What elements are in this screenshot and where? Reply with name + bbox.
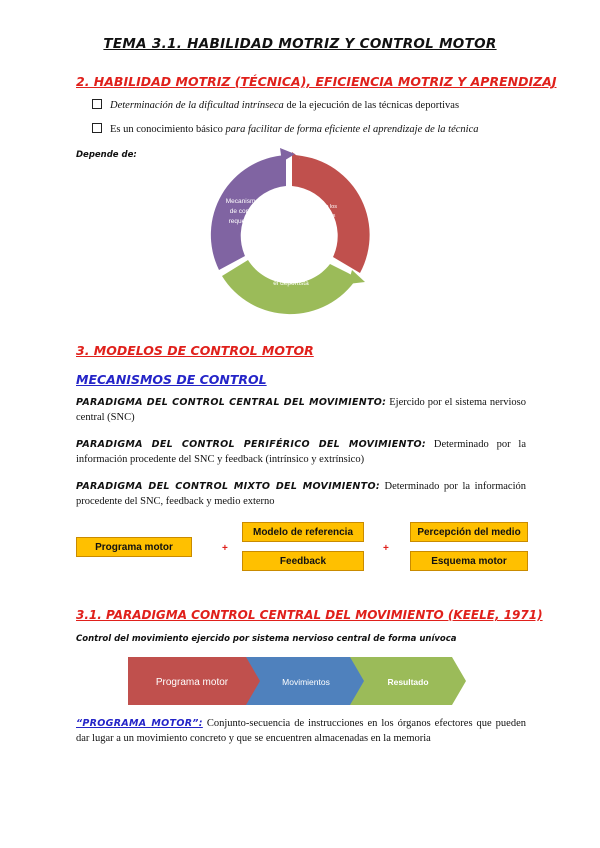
paradigm-mixed-text: Determinado por la información procedente del SNC, feedback y medio externo xyxy=(76,481,526,507)
modelo-referencia-box: Modelo de referencia xyxy=(242,522,364,542)
paradigm-central-text: Ejercido por el sistema nervioso central (SNC) xyxy=(76,397,526,423)
percepcion-medio-box: Percepción del medio xyxy=(410,522,528,542)
checkbox-icon xyxy=(92,99,102,109)
plus-sign: + xyxy=(383,543,389,554)
section-2-heading: 2. HABILIDAD MOTRIZ (TÉCNICA), EFICIENCIA MOTRIZ Y APRENDIZAJ xyxy=(76,74,557,89)
cycle-left-line3: requeridos xyxy=(228,218,260,225)
paradigm-central-label: PARADIGMA DEL CONTROL CENTRAL DEL MOVIMIENTO: xyxy=(76,397,387,408)
checkbox-icon xyxy=(92,123,102,133)
definition-term: “PROGRAMA MOTOR”: xyxy=(76,718,203,729)
page-title: TEMA 3.1. HABILIDAD MOTRIZ Y CONTROL MOTOR xyxy=(103,36,497,52)
process-arrow-1-label: Programa motor xyxy=(155,677,229,688)
cycle-bottom-line1: Recursos de xyxy=(272,269,310,276)
paradigm-peripheral-text: Determinado por la información procedente del SNC y feedback (intrínsico y extrínsico) xyxy=(76,439,526,465)
bullet-1-text: de la ejecución de las técnicas deportivas xyxy=(283,100,460,111)
cycle-right-line2: movimientos xyxy=(304,213,336,219)
section-3-1-subtitle: Control del movimiento ejercido por sistema nervioso central de forma unívoca xyxy=(76,634,457,644)
section-3-1-heading: 3.1. PARADIGMA CONTROL CENTRAL DEL MOVIMIENTO (KEELE, 1971) xyxy=(76,608,543,622)
cycle-diagram xyxy=(200,148,380,318)
cycle-bottom-line2: el deportista xyxy=(273,280,309,287)
paradigm-peripheral-label: PARADIGMA DEL CONTROL PERIFÉRICO DEL MOVIMIENTO: xyxy=(76,439,427,450)
bullet-1-italic: Determinación de la dificultad intrínseca xyxy=(110,100,284,111)
bullet-item-1 xyxy=(92,99,459,111)
feedback-box: Feedback xyxy=(242,551,364,571)
process-arrows xyxy=(128,655,470,707)
process-arrow-2-label: Movimientos xyxy=(282,677,330,687)
cycle-left-line2: de control xyxy=(229,208,259,215)
process-arrow-3-label: Resultado xyxy=(387,677,429,687)
bullet-2-italic: para facilitar de forma eficiente el aprendizaje de la técnica xyxy=(225,124,479,135)
paradigm-peripheral xyxy=(76,437,526,467)
programa-motor-definition xyxy=(76,716,526,746)
definition-text: Conjunto-secuencia de instrucciones en los órganos efectores que pueden dar lugar a un movimiento concreto y que se encuentren almacenadas en la memoria xyxy=(76,718,527,744)
section-3-subheading: MECANISMOS DE CONTROL xyxy=(76,372,267,387)
cycle-left-line1: Mecanismos xyxy=(225,198,263,205)
bullet-item-2 xyxy=(92,123,479,135)
section-3-heading: 3. MODELOS DE CONTROL MOTOR xyxy=(76,343,314,358)
paradigm-mixed-label: PARADIGMA DEL CONTROL MIXTO DEL MOVIMIENTO: xyxy=(76,481,380,492)
cycle-right-line1: Caract. de los xyxy=(303,204,337,210)
esquema-motor-box: Esquema motor xyxy=(410,551,528,571)
plus-sign: + xyxy=(222,543,228,554)
bullet-2-text: Es un conocimiento básico xyxy=(110,124,226,135)
depende-label: Depende de: xyxy=(76,150,137,160)
paradigm-mixed xyxy=(76,479,526,509)
programa-motor-box: Programa motor xyxy=(76,537,192,557)
paradigm-central xyxy=(76,395,526,425)
